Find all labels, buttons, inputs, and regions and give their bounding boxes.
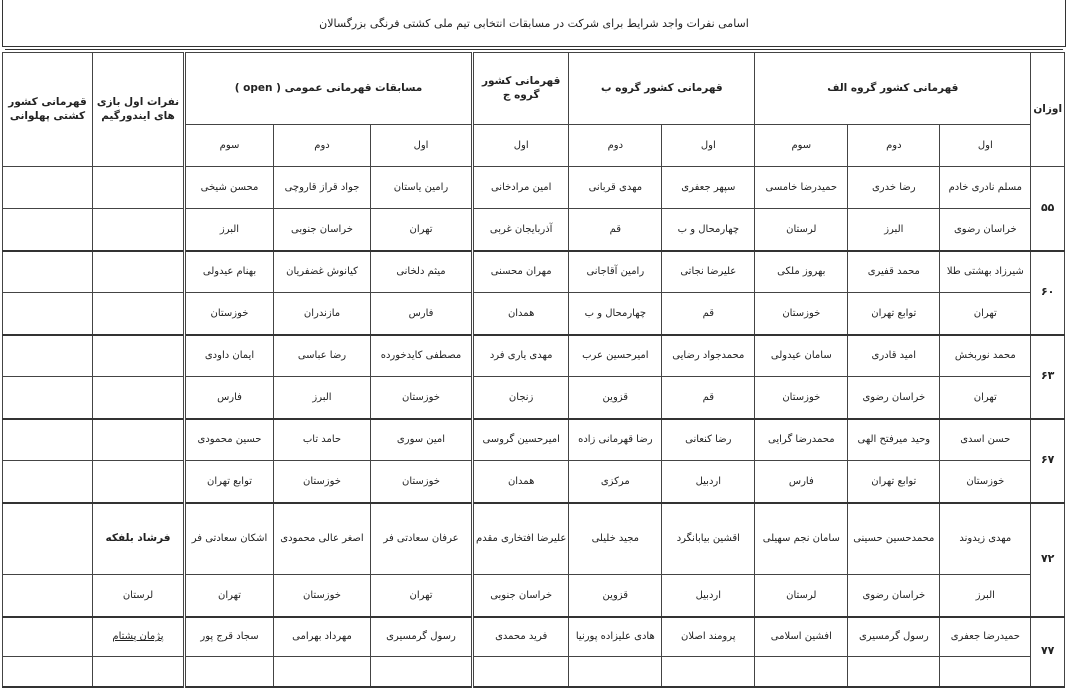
name-cell: فرشاد بلفکه	[93, 503, 185, 575]
province-cell	[848, 657, 940, 687]
open-header: مسابقات قهرمانی عمومی ( open )	[185, 53, 473, 125]
province-cell: خوزستان	[371, 461, 473, 503]
table-row	[3, 617, 1065, 657]
province-cell: تهران	[940, 293, 1031, 335]
name-cell: امید قادری	[848, 335, 940, 377]
name-cell: سجاد قرج پور	[185, 617, 274, 657]
province-cell	[473, 657, 569, 687]
province-cell: لرستان	[93, 575, 185, 617]
name-cell: جواد قراز قاروچی	[274, 167, 371, 209]
group-a-first: اول	[940, 125, 1031, 167]
province-cell	[3, 657, 93, 687]
province-cell	[185, 657, 274, 687]
province-cell	[93, 293, 185, 335]
name-cell: ایمان داودی	[185, 335, 274, 377]
name-cell: محمد قفیری	[848, 251, 940, 293]
name-cell: رضا عباسی	[274, 335, 371, 377]
province-cell: توابع تهران	[848, 293, 940, 335]
province-cell	[755, 657, 848, 687]
name-cell	[93, 167, 185, 209]
name-cell: امین سوری	[371, 419, 473, 461]
province-cell: قزوین	[569, 575, 662, 617]
open-first: اول	[371, 125, 473, 167]
name-cell: سامان نجم سهیلی	[755, 503, 848, 575]
name-cell: علیرضا نجاتی	[662, 251, 755, 293]
group-a-third: سوم	[755, 125, 848, 167]
province-cell: قم	[662, 293, 755, 335]
name-cell: محمدحسین حسینی	[848, 503, 940, 575]
province-cell: تهران	[371, 575, 473, 617]
name-cell	[3, 503, 93, 575]
province-cell: قزوین	[569, 377, 662, 419]
name-cell: امین مرادخانی	[473, 167, 569, 209]
name-cell: پرومند اصلان	[662, 617, 755, 657]
province-cell: خوزستان	[274, 575, 371, 617]
province-cell: خوزستان	[755, 377, 848, 419]
weight-cell: ۷۷	[1031, 617, 1065, 687]
name-cell: مهرداد بهرامی	[274, 617, 371, 657]
name-cell: رضا قهرمانی زاده	[569, 419, 662, 461]
province-cell	[3, 293, 93, 335]
province-cell	[662, 657, 755, 687]
name-cell	[93, 335, 185, 377]
province-cell: خراسان رضوی	[848, 575, 940, 617]
table-row	[3, 377, 1065, 419]
province-cell: خراسان جنوبی	[473, 575, 569, 617]
province-cell: تهران	[185, 575, 274, 617]
indoor-header: نفرات اول بازی های ایندورگیم	[93, 53, 185, 167]
header-row-1	[3, 53, 1065, 125]
table-row	[3, 503, 1065, 575]
province-cell: خراسان رضوی	[940, 209, 1031, 251]
name-cell: مهدی قربانی	[569, 167, 662, 209]
name-cell: محمدجواد رضایی	[662, 335, 755, 377]
province-cell	[274, 657, 371, 687]
table-row	[3, 419, 1065, 461]
name-cell: افشین اسلامی	[755, 617, 848, 657]
province-cell: خوزستان	[185, 293, 274, 335]
name-cell	[3, 167, 93, 209]
name-cell: مهدی یاری فرد	[473, 335, 569, 377]
group-b-first: اول	[662, 125, 755, 167]
name-cell: سپهر جعفری	[662, 167, 755, 209]
name-cell	[93, 251, 185, 293]
name-cell: اصغر عالی محمودی	[274, 503, 371, 575]
province-cell	[93, 209, 185, 251]
name-cell: رامین یاستان	[371, 167, 473, 209]
province-cell: قم	[662, 377, 755, 419]
open-second: دوم	[274, 125, 371, 167]
table-row	[3, 251, 1065, 293]
name-cell: رسول گرمسیری	[848, 617, 940, 657]
province-cell: اردبیل	[662, 461, 755, 503]
name-cell: مجید خلیلی	[569, 503, 662, 575]
group-a-header: قهرمانی کشور گروه الف	[755, 53, 1031, 125]
name-cell: اقشین بیابانگرد	[662, 503, 755, 575]
name-cell: محسن شیخی	[185, 167, 274, 209]
name-cell: امیرحسین عرب	[569, 335, 662, 377]
name-cell: محمد نوربخش	[940, 335, 1031, 377]
weight-cell: ۶۷	[1031, 419, 1065, 503]
name-cell: میثم دلخانی	[371, 251, 473, 293]
page-title	[2, 0, 1066, 47]
weight-cell: ۶۳	[1031, 335, 1065, 419]
province-cell: قم	[569, 209, 662, 251]
province-cell	[940, 657, 1031, 687]
province-cell: لرستان	[755, 575, 848, 617]
name-cell: رضا خدری	[848, 167, 940, 209]
table-row	[3, 209, 1065, 251]
title-text: اسامی نفرات واجد شرایط برای شرکت در مسابقات انتخابی تیم ملی کشتی فرنگی بزرگسالان	[319, 16, 749, 30]
table-body	[3, 167, 1065, 687]
province-cell: همدان	[473, 461, 569, 503]
name-cell: فرید محمدی	[473, 617, 569, 657]
table-row	[3, 293, 1065, 335]
weight-cell: ۵۵	[1031, 167, 1065, 251]
name-cell: مهران محسنی	[473, 251, 569, 293]
table-row	[3, 575, 1065, 617]
province-cell: البرز	[940, 575, 1031, 617]
group-b-header: قهرمانی کشور گروه ب	[569, 53, 755, 125]
group-c-header: قهرمانی کشور گروه ج	[473, 53, 569, 125]
province-cell: خوزستان	[371, 377, 473, 419]
name-cell: حامد تاب	[274, 419, 371, 461]
province-cell: خوزستان	[755, 293, 848, 335]
table-row	[3, 461, 1065, 503]
province-cell: تهران	[371, 209, 473, 251]
province-cell: خوزستان	[940, 461, 1031, 503]
name-cell: عرفان سعادتی فر	[371, 503, 473, 575]
pahlevani-header: قهرمانی کشور کشتی پهلوانی	[3, 53, 93, 167]
province-cell: لرستان	[755, 209, 848, 251]
province-cell	[93, 377, 185, 419]
province-cell	[3, 461, 93, 503]
name-cell: علیرضا افتخاری مقدم	[473, 503, 569, 575]
province-cell: توابع تهران	[848, 461, 940, 503]
province-cell: چهارمحال و ب	[569, 293, 662, 335]
name-cell: حمیدرضا جعفری	[940, 617, 1031, 657]
name-cell: حسین محمودی	[185, 419, 274, 461]
name-cell	[3, 335, 93, 377]
province-cell: همدان	[473, 293, 569, 335]
name-cell	[3, 251, 93, 293]
province-cell: اردبیل	[662, 575, 755, 617]
name-cell: وحید میرفتح الهی	[848, 419, 940, 461]
name-cell: شیرزاد بهشتی طلا	[940, 251, 1031, 293]
name-cell: پژمان پشتام	[93, 617, 185, 657]
province-cell: خراسان جنوبی	[274, 209, 371, 251]
province-cell: تهران	[940, 377, 1031, 419]
province-cell	[3, 209, 93, 251]
province-cell: البرز	[185, 209, 274, 251]
province-cell: خوزستان	[274, 461, 371, 503]
table-row	[3, 657, 1065, 687]
province-cell: توابع تهران	[185, 461, 274, 503]
table-row	[3, 167, 1065, 209]
province-cell	[3, 575, 93, 617]
province-cell	[93, 657, 185, 687]
name-cell: سامان عیدولی	[755, 335, 848, 377]
province-cell	[3, 377, 93, 419]
name-cell: حمیدرضا خامسی	[755, 167, 848, 209]
province-cell: زنجان	[473, 377, 569, 419]
name-cell: امیرحسین گروسی	[473, 419, 569, 461]
name-cell: هادی علیزاده پورنیا	[569, 617, 662, 657]
province-cell: فارس	[371, 293, 473, 335]
name-cell: مصطفی کایدخورده	[371, 335, 473, 377]
province-cell: فارس	[755, 461, 848, 503]
name-cell: مهدی زیدوند	[940, 503, 1031, 575]
name-cell: حسن اسدی	[940, 419, 1031, 461]
province-cell: مرکزی	[569, 461, 662, 503]
province-cell	[569, 657, 662, 687]
province-cell: البرز	[274, 377, 371, 419]
name-cell	[3, 419, 93, 461]
group-c-first: اول	[473, 125, 569, 167]
name-cell: مسلم نادری خادم	[940, 167, 1031, 209]
province-cell: فارس	[185, 377, 274, 419]
name-cell: رسول گرمسیری	[371, 617, 473, 657]
qualifiers-table	[2, 52, 1065, 688]
name-cell	[3, 617, 93, 657]
open-third: سوم	[185, 125, 274, 167]
province-cell: چهارمحال و ب	[662, 209, 755, 251]
name-cell: کیانوش غضفریان	[274, 251, 371, 293]
name-cell: بهروز ملکی	[755, 251, 848, 293]
table-row	[3, 335, 1065, 377]
group-b-second: دوم	[569, 125, 662, 167]
province-cell: البرز	[848, 209, 940, 251]
province-cell: آذربایجان غربی	[473, 209, 569, 251]
province-cell	[371, 657, 473, 687]
province-cell: خراسان رضوی	[848, 377, 940, 419]
weight-cell: ۶۰	[1031, 251, 1065, 335]
province-cell	[93, 461, 185, 503]
name-cell	[93, 419, 185, 461]
name-cell: اشکان سعادتی فر	[185, 503, 274, 575]
name-cell: بهنام عیدولی	[185, 251, 274, 293]
province-cell: مازندران	[274, 293, 371, 335]
name-cell: رامین آقاجانی	[569, 251, 662, 293]
group-a-second: دوم	[848, 125, 940, 167]
weight-cell: ۷۲	[1031, 503, 1065, 617]
name-cell: محمدرضا گرایی	[755, 419, 848, 461]
name-cell: رضا کنعانی	[662, 419, 755, 461]
weights-header: اوزان	[1031, 53, 1065, 167]
